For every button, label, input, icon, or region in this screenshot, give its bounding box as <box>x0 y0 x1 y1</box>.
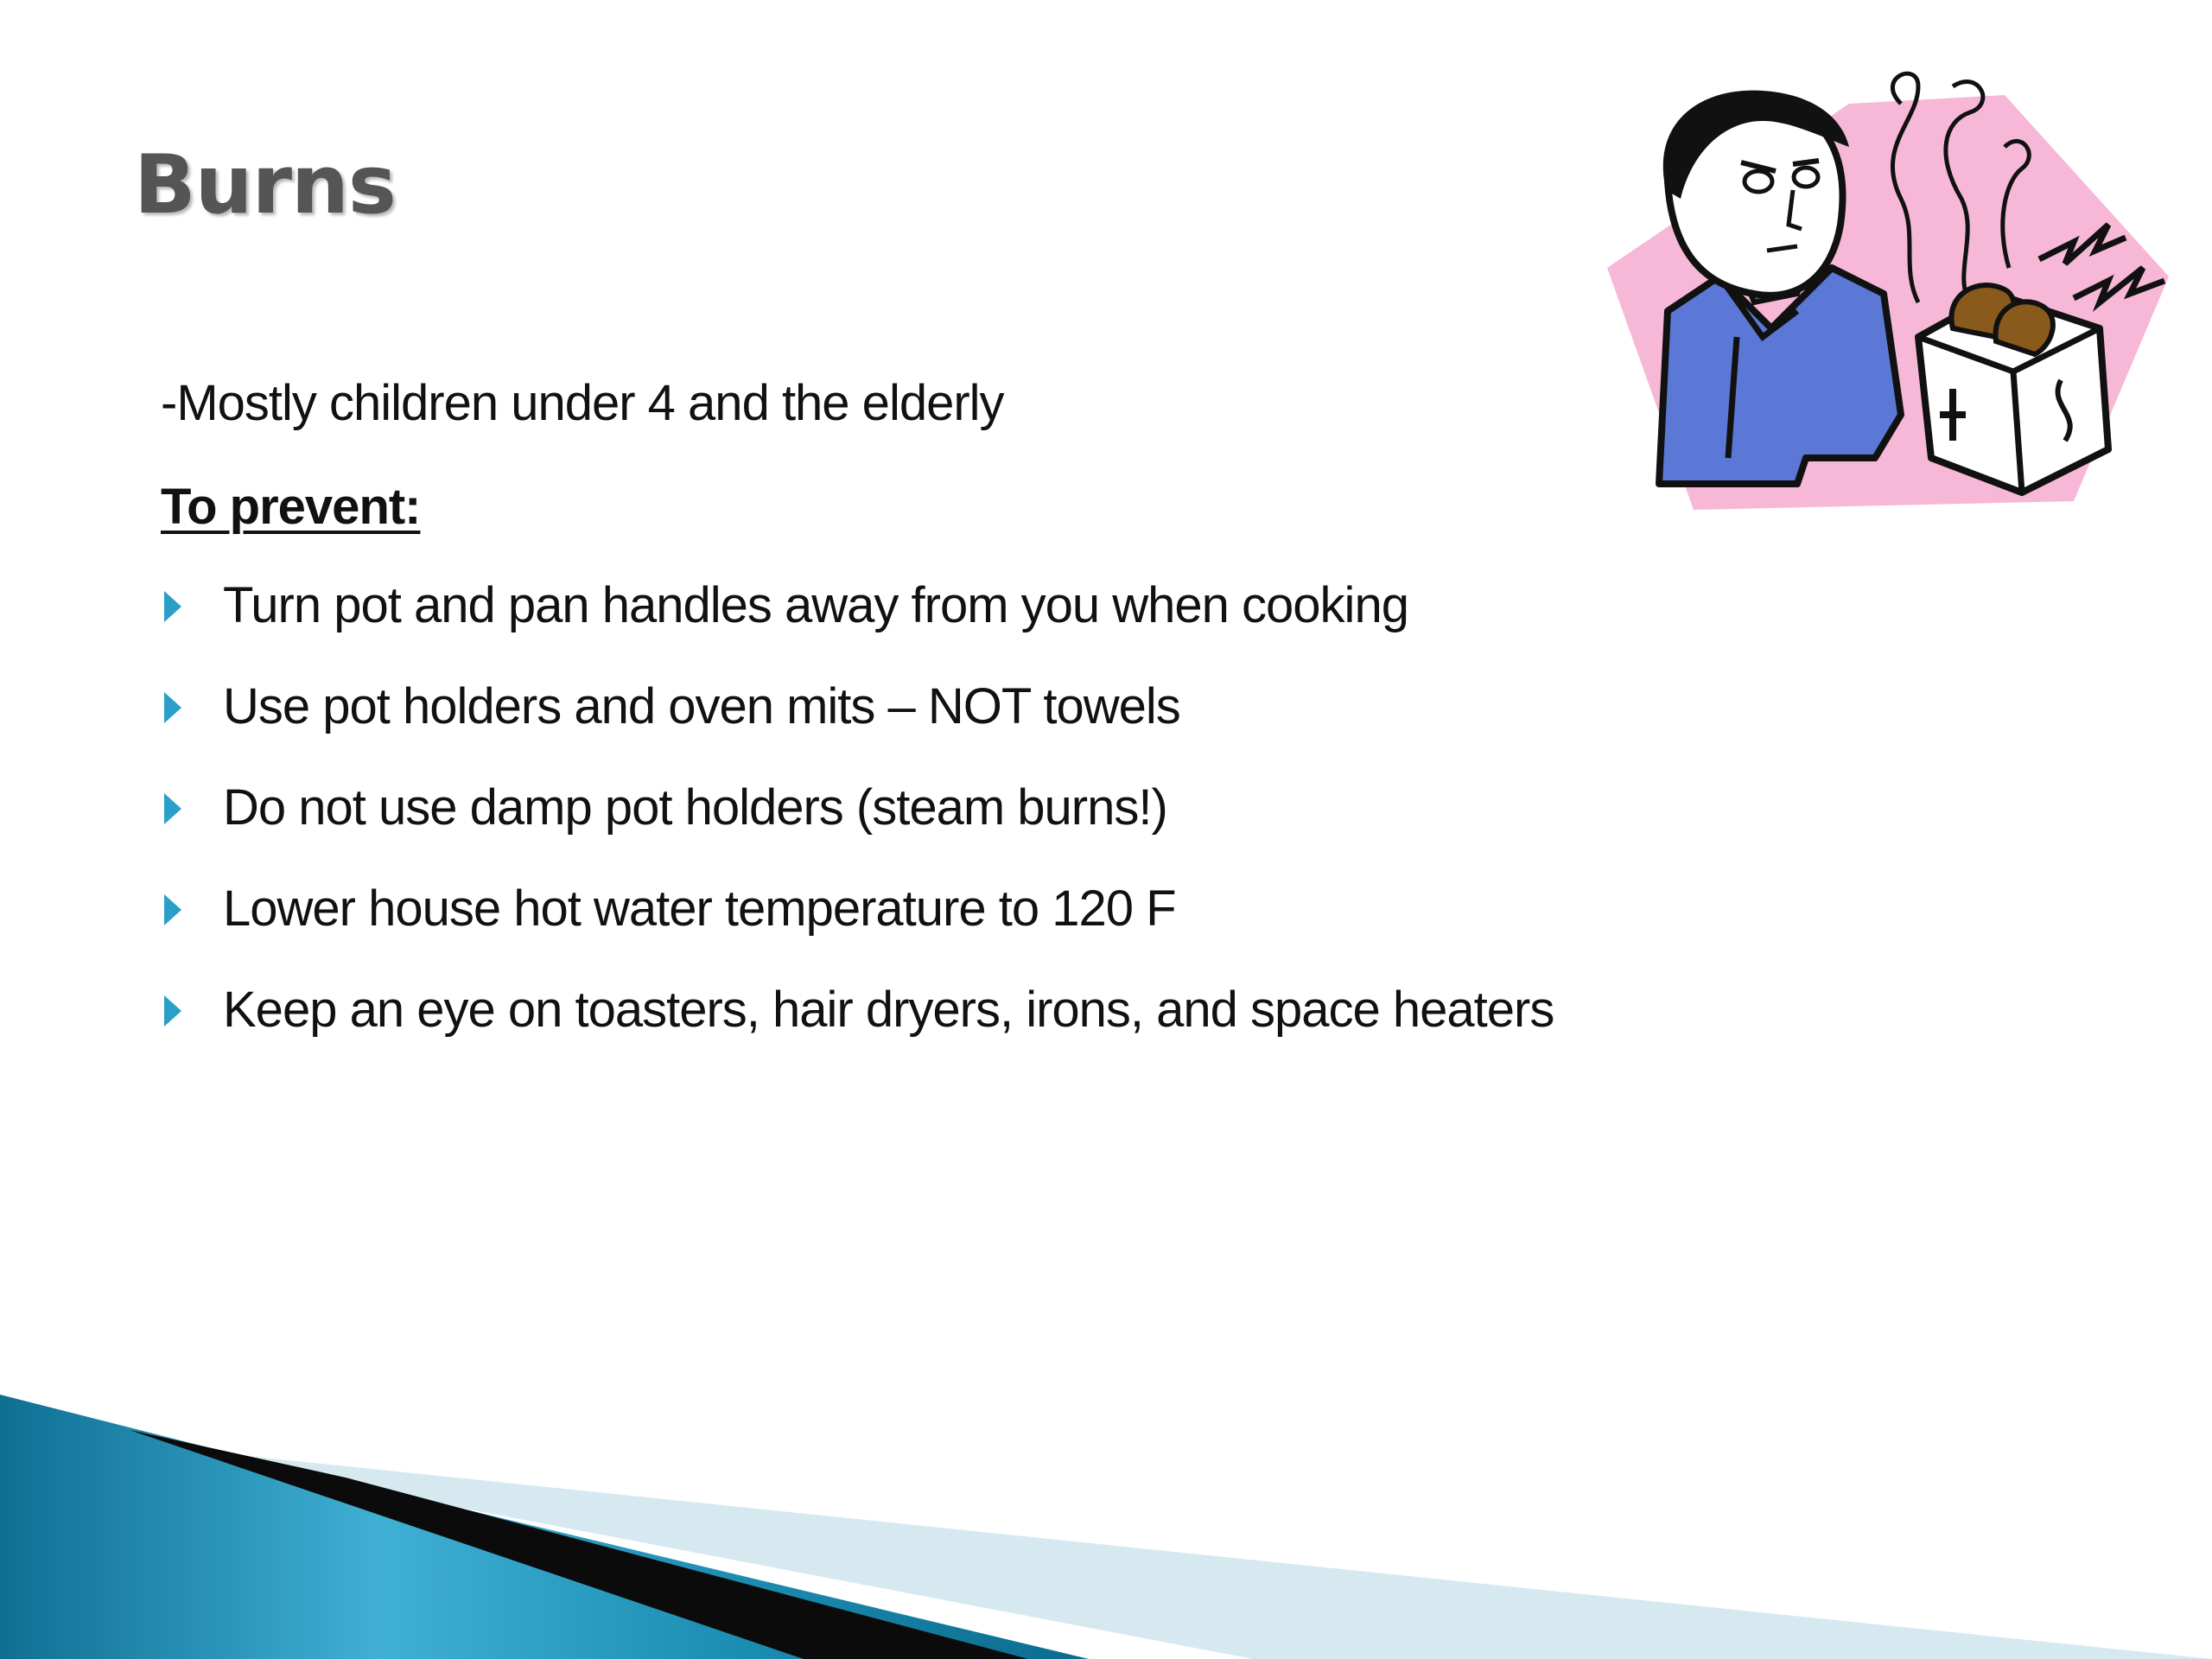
prevent-heading: To prevent: <box>161 479 421 535</box>
intro-text: -Mostly children under 4 and the elderly <box>161 375 1004 431</box>
slide-title: Burns <box>134 138 396 232</box>
triangle-bullet-icon <box>164 793 181 824</box>
bullet-text: Keep an eye on toasters, hair dryers, irons, and space heaters <box>223 982 1554 1038</box>
bullet-text: Use pot holders and oven mits – NOT towels <box>223 678 1180 734</box>
bullet-text: Do not use damp pot holders (steam burns!) <box>223 779 1167 836</box>
burnt-toast-shape <box>1996 302 2053 354</box>
triangle-bullet-icon <box>164 692 181 723</box>
triangle-bullet-icon <box>164 591 181 622</box>
man-with-smoking-toaster-icon <box>1590 52 2186 510</box>
decorative-wave-shape <box>0 1382 2212 1659</box>
bullet-text: Lower house hot water temperature to 120 F <box>223 880 1176 937</box>
triangle-bullet-icon <box>164 894 181 925</box>
triangle-bullet-icon <box>164 995 181 1027</box>
bullet-text: Turn pot and pan handles away from you when cooking <box>223 577 1408 633</box>
